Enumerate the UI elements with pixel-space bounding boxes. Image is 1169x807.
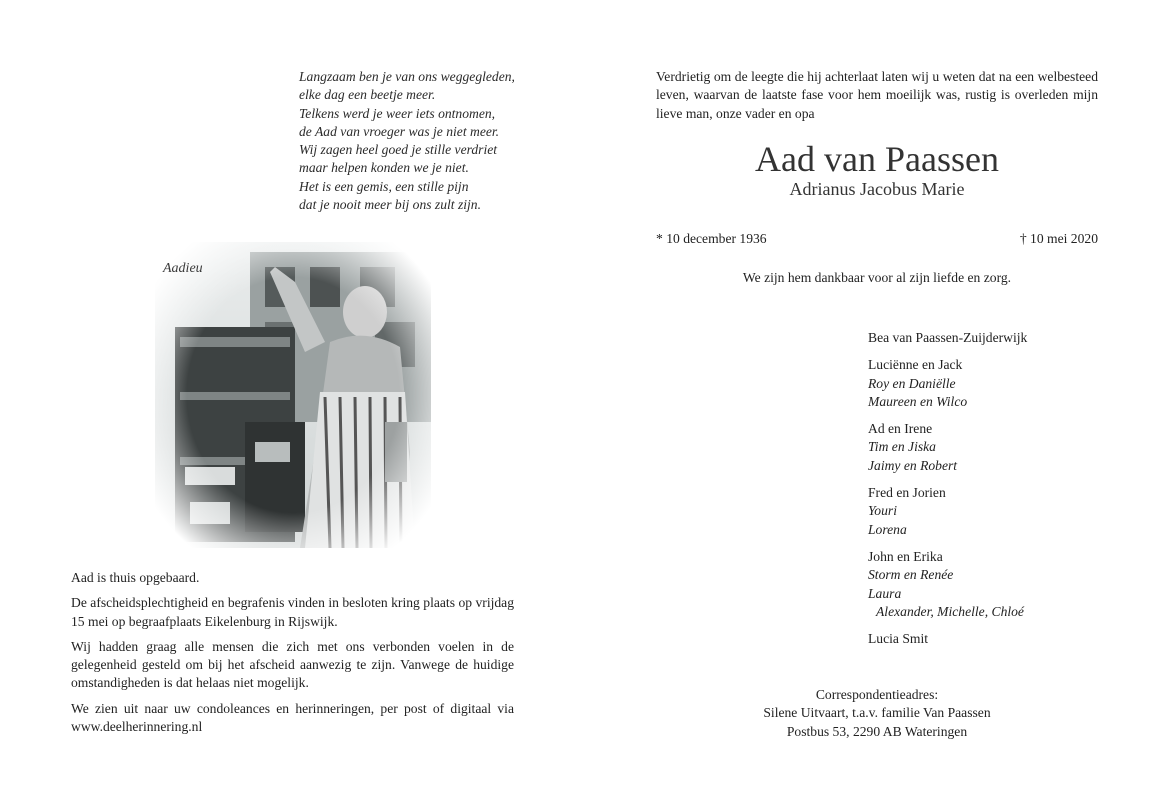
family-group: [868, 484, 1158, 539]
poem-line: Langzaam ben je van ons weggegleden,: [299, 69, 515, 84]
info-paragraph: We zien uit naar uw condoleances en herinneringen, per post of digitaal via www.deelherinnering.nl: [71, 700, 514, 735]
grandchild-name: Maureen en Wilco: [868, 393, 968, 409]
family-group: [868, 356, 1158, 411]
grandchild-name: Alexander, Michelle, Chloé: [876, 603, 1024, 619]
family-member-name: Ad en Irene: [868, 421, 933, 437]
poem-line: maar helpen konden we je niet.: [299, 160, 469, 176]
poem-line: Telkens werd je weer iets ontnomen,: [299, 105, 496, 121]
address-line: Postbus 53, 2290 AB Wateringen: [786, 723, 968, 739]
family-member-name: Luciënne en Jack: [868, 357, 963, 373]
poem-line: Het is een gemis, een stille pijn: [299, 178, 469, 194]
poem-line: dat je nooit meer bij ons zult zijn.: [299, 197, 482, 213]
life-dates: [656, 230, 1098, 248]
birth-date: * 10 december 1936: [656, 231, 767, 246]
correspondence-address: [656, 686, 1098, 741]
poem-line: elke dag een beetje meer.: [299, 87, 436, 103]
family-member-name: Fred en Jorien: [868, 485, 946, 501]
grandchild-name: Jaimy en Robert: [868, 457, 958, 473]
grandchild-name: Lorena: [868, 521, 907, 537]
info-paragraph: Wij hadden graag alle mensen die zich met ons verbonden voelen in de gelegenheid gesteld om bij het afscheid aanwezig te zijn. Vanwege de huidige omstandigheden is dat helaas niet mogelijk.: [71, 638, 514, 691]
memorial-photo: [155, 242, 431, 548]
grandchild-name: Storm en Renée: [868, 567, 954, 583]
deceased-full-name: Adrianus Jacobus Marie: [789, 179, 965, 199]
photo-caption: Aadieu: [163, 261, 203, 276]
family-member-name: Bea van Paassen-Zuijderwijk: [868, 330, 1028, 345]
grandchild-name: Youri: [868, 503, 897, 519]
funeral-info: [71, 569, 514, 736]
family-group: [868, 630, 1158, 648]
announcement-intro: Verdrietig om de leegte die hij achterlaat laten wij u weten dat na een welbesteed leven, waarvan de laatste fase voor hem moeilijk was, rustig is overleden mijn lieve man, onze vader en opa: [656, 69, 1098, 121]
grandchild-name: Laura: [868, 585, 902, 601]
address-line: Correspondentieadres:: [815, 687, 939, 702]
family-group: [868, 420, 1158, 475]
deceased-name: Aad van Paassen: [755, 139, 999, 179]
poem-line: de Aad van vroeger was je niet meer.: [299, 123, 500, 139]
poem: [299, 68, 549, 214]
info-paragraph: Aad is thuis opgebaard.: [71, 570, 200, 585]
info-paragraph: De afscheidsplechtigheid en begrafenis vinden in besloten kring plaats op vrijdag 15 mei op begraafplaats Eikelenburg in Rijswijk.: [71, 595, 514, 629]
family-member-name: Lucia Smit: [868, 631, 929, 647]
thanks-line: We zijn hem dankbaar voor al zijn liefde en zorg.: [742, 270, 1012, 285]
grandchild-name: Roy en Daniëlle: [868, 375, 956, 391]
grandchild-name: Tim en Jiska: [868, 439, 936, 455]
family-group: [868, 329, 1158, 347]
death-date: † 10 mei 2020: [1019, 231, 1098, 246]
address-line: Silene Uitvaart, t.a.v. familie Van Paassen: [763, 705, 991, 721]
family-list: [868, 329, 1158, 657]
family-group: [868, 548, 1158, 621]
family-member-name: John en Erika: [868, 548, 943, 564]
poem-line: Wij zagen heel goed je stille verdriet: [299, 142, 498, 158]
